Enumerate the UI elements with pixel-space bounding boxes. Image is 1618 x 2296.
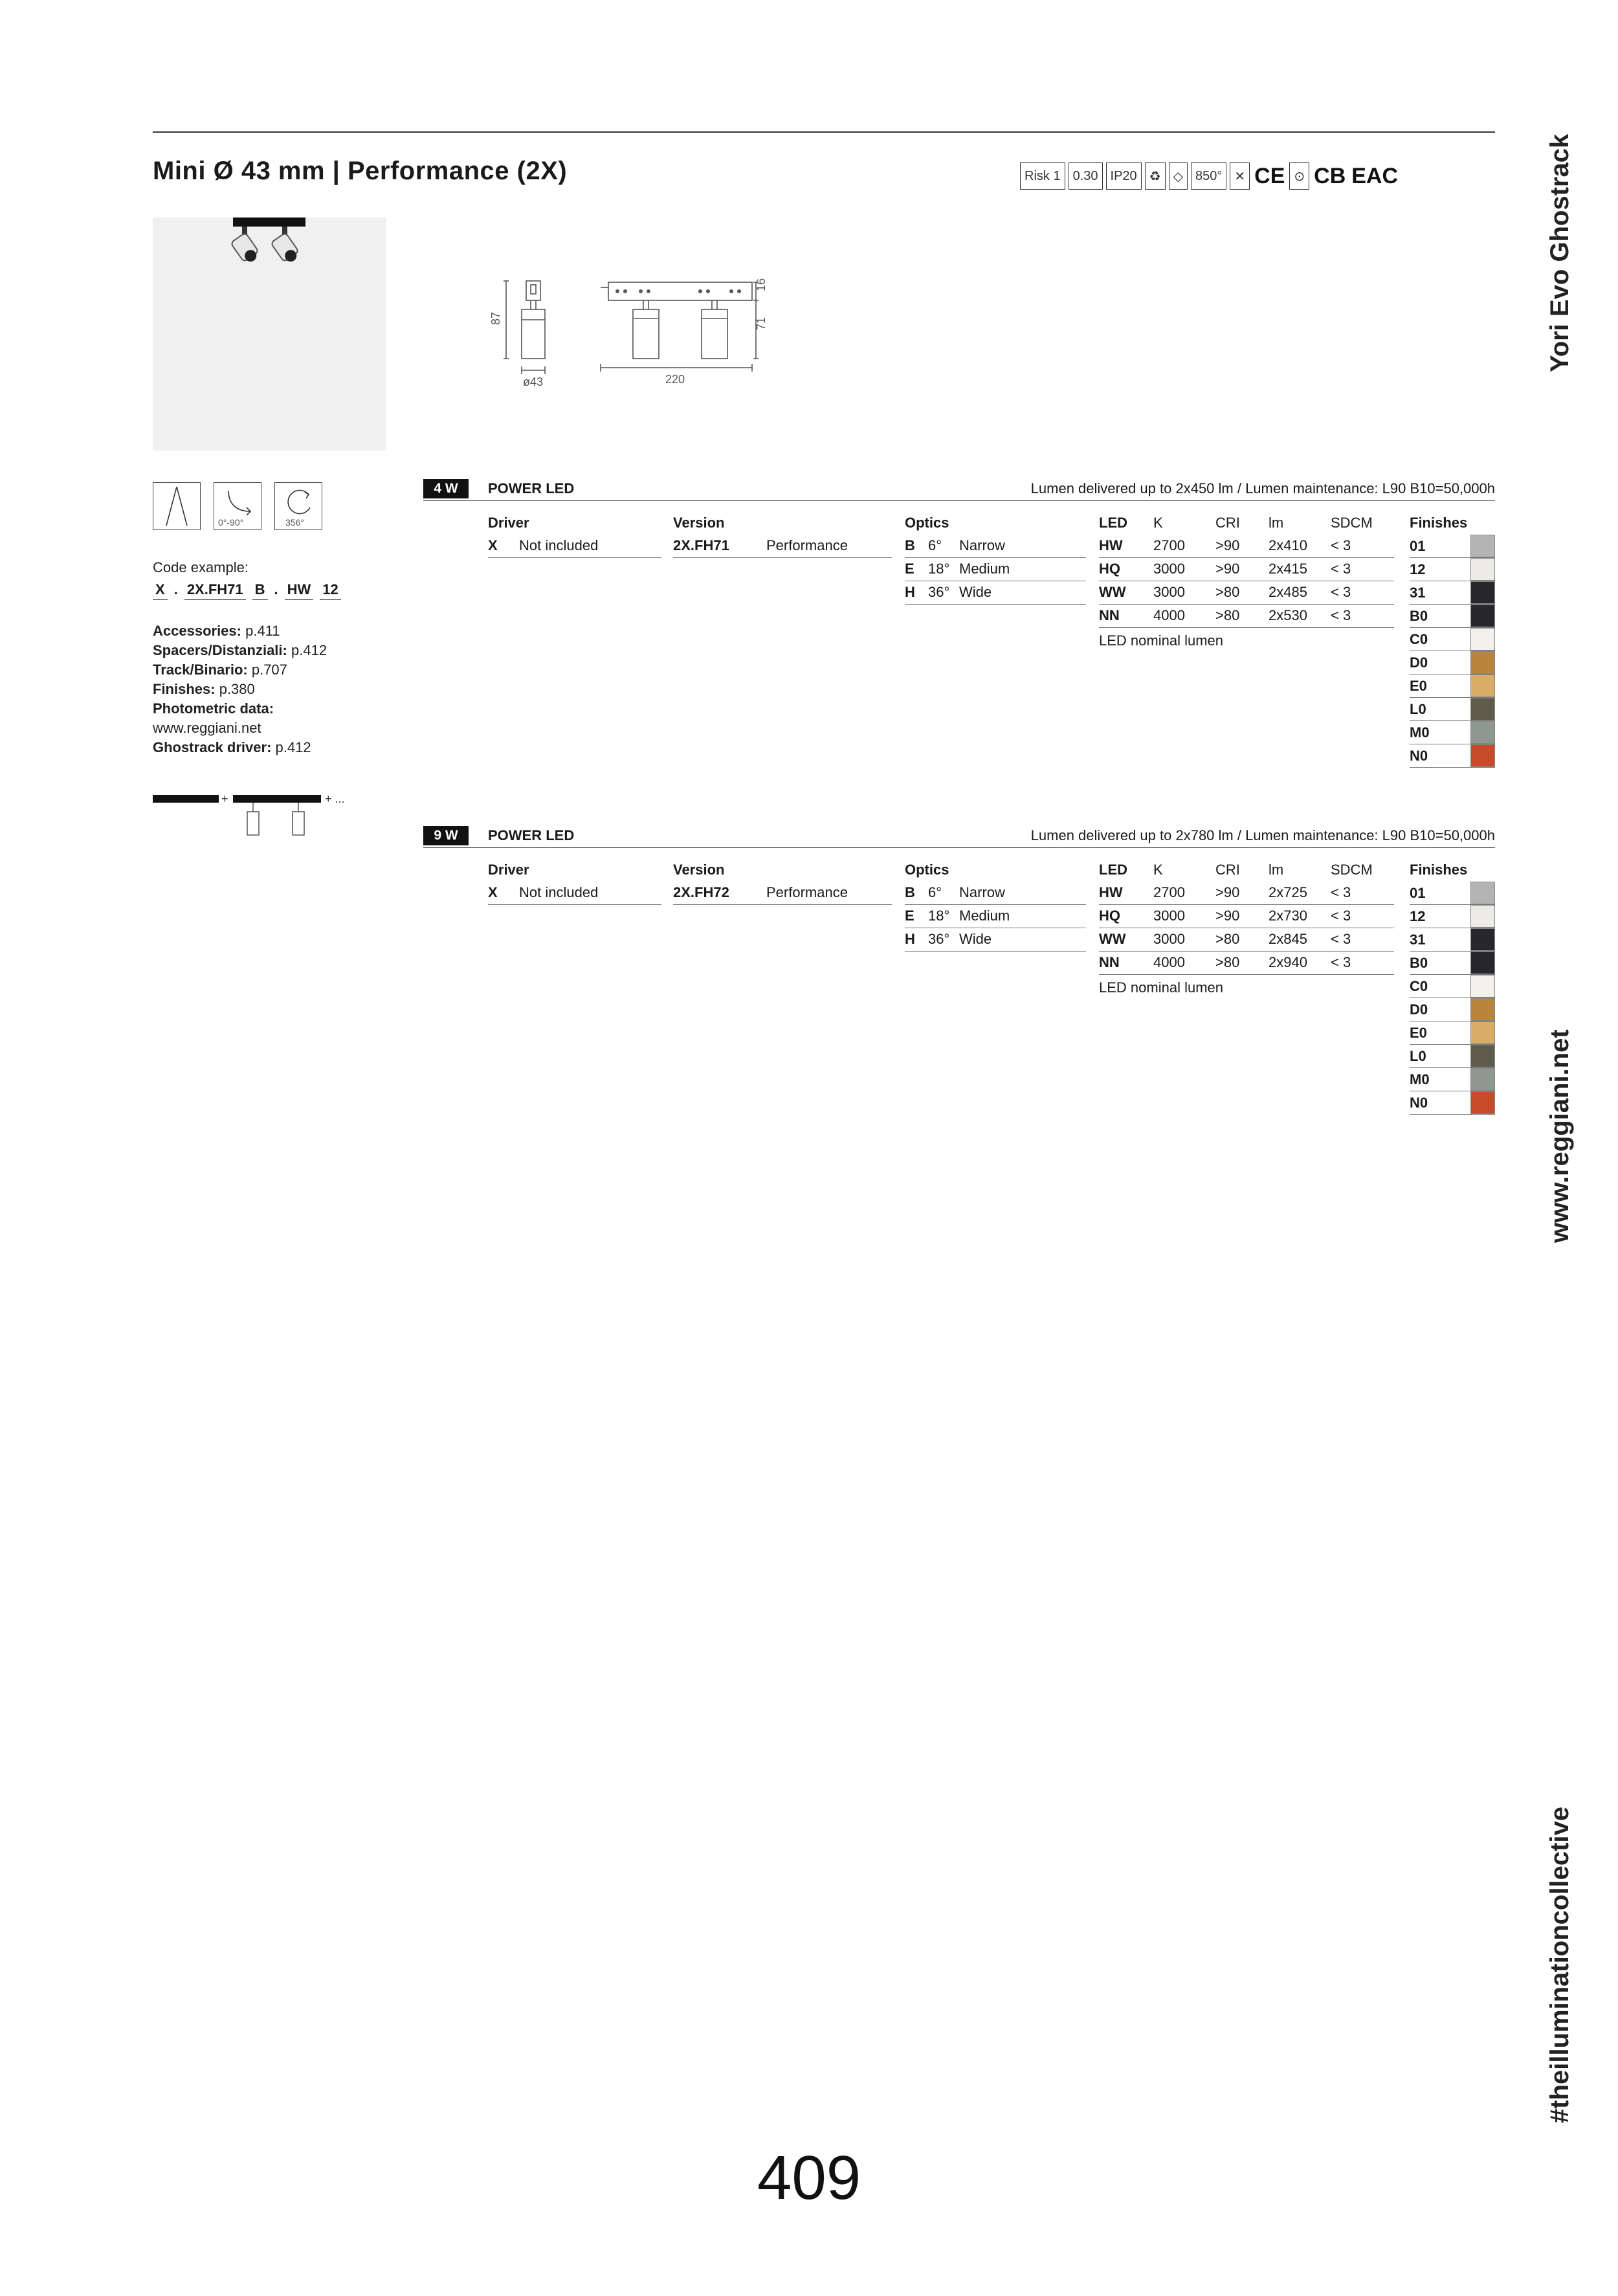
- led-row: [1099, 605, 1394, 628]
- led-sdcm: < 3: [1331, 561, 1351, 577]
- led-column: [1099, 511, 1394, 651]
- drawing-length-label: 220: [665, 373, 685, 386]
- led-cri: >80: [1215, 607, 1240, 623]
- finish-swatch: [1470, 558, 1495, 581]
- power-tag: 9 W: [423, 826, 469, 845]
- eac-mark-icon: EAC: [1351, 163, 1399, 188]
- optics-angle: 36°: [928, 931, 950, 947]
- finish-code: C0: [1410, 978, 1428, 994]
- led-lm: 2x730: [1269, 908, 1307, 924]
- led-nominal-note: LED nominal lumen: [1099, 979, 1223, 996]
- finish-code: N0: [1410, 748, 1428, 764]
- reference-website-link[interactable]: www.reggiani.net: [153, 720, 261, 736]
- finish-row: [1410, 882, 1495, 905]
- optics-header: Optics: [905, 515, 949, 531]
- finish-swatch: [1470, 1045, 1495, 1067]
- section-header: [423, 479, 1495, 501]
- finish-row: [1410, 1091, 1495, 1115]
- reference-list: [153, 621, 327, 757]
- optics-code: E: [905, 561, 914, 577]
- finish-code: B0: [1410, 608, 1428, 624]
- certification-seal-icon: ⊙: [1289, 162, 1309, 190]
- drawing-track-height-label: 16: [755, 278, 768, 291]
- rotation-label: 356°: [285, 517, 304, 528]
- cri-header: CRI: [1215, 515, 1240, 531]
- led-k: 4000: [1153, 954, 1185, 970]
- product-photo: [153, 217, 386, 451]
- led-row: [1099, 535, 1394, 558]
- led-cri: >90: [1215, 908, 1240, 924]
- finish-row: [1410, 952, 1495, 975]
- finish-swatch: [1470, 744, 1495, 767]
- finish-code: E0: [1410, 1025, 1427, 1041]
- led-cri: >80: [1215, 584, 1240, 600]
- led-cri: >90: [1215, 884, 1240, 900]
- optics-angle: 18°: [928, 908, 950, 924]
- finish-code: 01: [1410, 885, 1426, 901]
- finish-code: 31: [1410, 585, 1426, 601]
- reference-finishes-page: p.380: [219, 681, 255, 697]
- version-label: Performance: [766, 537, 848, 553]
- finish-swatch: [1470, 952, 1495, 974]
- finishes-column: [1410, 511, 1495, 768]
- led-lm: 2x845: [1269, 931, 1307, 947]
- finish-list: [1410, 882, 1495, 1115]
- driver-header: Driver: [488, 862, 529, 878]
- version-column: [673, 511, 892, 558]
- led-header: LED: [1099, 862, 1127, 878]
- driver-column: [488, 858, 661, 905]
- certification-badges: [1020, 162, 1399, 190]
- code-example-label: Code example:: [153, 559, 249, 575]
- optics-row: [905, 581, 1086, 605]
- led-row: [1099, 905, 1394, 928]
- optics-column: [905, 858, 1086, 952]
- code-separator: .: [173, 581, 178, 597]
- finish-row: [1410, 1045, 1495, 1068]
- drawing-height-label: 87: [489, 311, 502, 325]
- weight-badge: 0.30: [1069, 162, 1103, 190]
- finish-row: [1410, 698, 1495, 721]
- led-lm: 2x725: [1269, 884, 1307, 900]
- top-rule: [153, 131, 1495, 133]
- reference-accessories-label: Accessories:: [153, 623, 241, 639]
- optics-row: [905, 905, 1086, 928]
- led-k: 4000: [1153, 607, 1185, 623]
- optics-label: Wide: [959, 931, 992, 947]
- power-tag: 4 W: [423, 479, 469, 498]
- beam-icon: [153, 482, 201, 530]
- no-covering-icon: ✕: [1230, 162, 1250, 190]
- finish-code: M0: [1410, 1071, 1430, 1087]
- code-example: [153, 581, 341, 600]
- led-sdcm: < 3: [1331, 607, 1351, 623]
- reference-driver-label: Ghostrack driver:: [153, 739, 272, 755]
- finish-code: 12: [1410, 561, 1426, 577]
- led-code: HW: [1099, 884, 1123, 900]
- driver-row: [488, 535, 661, 558]
- finish-code: B0: [1410, 955, 1428, 971]
- optics-row: [905, 882, 1086, 905]
- finish-swatch: [1470, 698, 1495, 720]
- lm-header: lm: [1269, 862, 1284, 878]
- side-website-label: www.reggiani.net: [1546, 1029, 1574, 1243]
- optics-label: Narrow: [959, 537, 1005, 553]
- page-title: Mini Ø 43 mm | Performance (2X): [153, 157, 568, 185]
- glow-wire-badge: 850°: [1191, 162, 1226, 190]
- led-row: [1099, 558, 1394, 581]
- reference-spacers-label: Spacers/Distanziali:: [153, 642, 287, 658]
- finish-row: [1410, 535, 1495, 558]
- k-header: K: [1153, 515, 1163, 531]
- class-three-icon: ◇: [1169, 162, 1188, 190]
- section-header: [423, 826, 1495, 848]
- track-plus-label: +: [221, 792, 228, 805]
- finish-code: E0: [1410, 678, 1427, 694]
- tilt-icon: [214, 482, 261, 530]
- led-nominal-note: LED nominal lumen: [1099, 632, 1223, 649]
- driver-label: Not included: [519, 884, 599, 900]
- led-row: [1099, 581, 1394, 605]
- optics-row: [905, 928, 1086, 952]
- finish-swatch: [1470, 905, 1495, 928]
- power-section-9w: [423, 826, 1495, 1111]
- led-header-row: [1099, 511, 1394, 535]
- sdcm-header: SDCM: [1331, 515, 1373, 531]
- k-header: K: [1153, 862, 1163, 878]
- led-column: [1099, 858, 1394, 998]
- driver-label: Not included: [519, 537, 599, 553]
- led-sdcm: < 3: [1331, 908, 1351, 924]
- finish-code: 01: [1410, 538, 1426, 554]
- version-header: Version: [673, 515, 725, 531]
- driver-column: [488, 511, 661, 558]
- finishes-header: Finishes: [1410, 862, 1468, 878]
- led-code: NN: [1099, 607, 1120, 623]
- optics-code: H: [905, 584, 915, 600]
- finish-swatch: [1470, 1068, 1495, 1091]
- finish-code: 31: [1410, 931, 1426, 948]
- led-header: LED: [1099, 515, 1127, 531]
- finish-row: [1410, 905, 1495, 928]
- code-version-segment: 2X.FH71: [184, 581, 246, 600]
- finish-row: [1410, 581, 1495, 605]
- led-sdcm: < 3: [1331, 931, 1351, 947]
- finish-code: D0: [1410, 1001, 1428, 1018]
- finish-swatch: [1470, 605, 1495, 627]
- led-row: [1099, 952, 1394, 975]
- finish-row: [1410, 605, 1495, 628]
- lumen-note: Lumen delivered up to 2x450 lm / Lumen maintenance: L90 B10=50,000h: [1030, 480, 1495, 496]
- led-code: HW: [1099, 537, 1123, 553]
- led-code: HQ: [1099, 561, 1120, 577]
- led-row: [1099, 882, 1394, 905]
- finish-row: [1410, 928, 1495, 952]
- led-sdcm: < 3: [1331, 884, 1351, 900]
- optics-angle: 18°: [928, 561, 950, 577]
- reference-finishes-label: Finishes:: [153, 681, 216, 697]
- side-hashtag-label: #theilluminationcollective: [1546, 1806, 1574, 2123]
- driver-code: X: [488, 537, 498, 553]
- led-sdcm: < 3: [1331, 537, 1351, 553]
- finish-row: [1410, 628, 1495, 651]
- led-lm: 2x485: [1269, 584, 1307, 600]
- finish-swatch: [1470, 882, 1495, 904]
- finish-swatch: [1470, 1091, 1495, 1114]
- led-code: HQ: [1099, 908, 1120, 924]
- finishes-column: [1410, 858, 1495, 1115]
- finish-swatch: [1470, 628, 1495, 651]
- led-lm: 2x415: [1269, 561, 1307, 577]
- led-code: WW: [1099, 584, 1126, 600]
- led-k: 3000: [1153, 561, 1185, 577]
- optics-angle: 6°: [928, 537, 942, 553]
- finish-swatch: [1470, 674, 1495, 697]
- optics-code: B: [905, 537, 915, 553]
- finish-swatch: [1470, 535, 1495, 557]
- optics-code: B: [905, 884, 915, 900]
- led-lm: 2x410: [1269, 537, 1307, 553]
- led-cri: >90: [1215, 537, 1240, 553]
- optics-column: [905, 511, 1086, 605]
- rotation-icon: [274, 482, 322, 530]
- finishes-header: Finishes: [1410, 515, 1468, 531]
- finish-code: D0: [1410, 654, 1428, 671]
- ce-mark-icon: CE: [1254, 163, 1285, 188]
- version-row: [673, 535, 892, 558]
- reference-track-page: p.707: [251, 662, 287, 678]
- finish-row: [1410, 975, 1495, 998]
- led-code: WW: [1099, 931, 1126, 947]
- finish-swatch: [1470, 1021, 1495, 1044]
- code-finish-segment: 12: [320, 581, 340, 600]
- finish-swatch: [1470, 998, 1495, 1021]
- track-configuration-symbol: [153, 790, 366, 854]
- lumen-note: Lumen delivered up to 2x780 lm / Lumen maintenance: L90 B10=50,000h: [1030, 827, 1495, 843]
- finish-code: L0: [1410, 1048, 1426, 1064]
- led-k: 3000: [1153, 584, 1185, 600]
- driver-code: X: [488, 884, 498, 900]
- optics-label: Wide: [959, 584, 992, 600]
- led-sdcm: < 3: [1331, 954, 1351, 970]
- version-column: [673, 858, 892, 905]
- finish-code: M0: [1410, 724, 1430, 741]
- lm-header: lm: [1269, 515, 1284, 531]
- finish-swatch: [1470, 721, 1495, 744]
- version-header: Version: [673, 862, 725, 878]
- driver-header: Driver: [488, 515, 529, 531]
- led-lm: 2x530: [1269, 607, 1307, 623]
- led-row: [1099, 928, 1394, 952]
- optics-header: Optics: [905, 862, 949, 878]
- code-separator: .: [274, 581, 278, 597]
- led-type-label: POWER LED: [488, 480, 575, 496]
- driver-row: [488, 882, 661, 905]
- finish-row: [1410, 1021, 1495, 1045]
- optics-angle: 36°: [928, 584, 950, 600]
- reference-accessories-page: p.411: [245, 623, 280, 639]
- sdcm-header: SDCM: [1331, 862, 1373, 878]
- drawing-body-height-label: 71: [755, 317, 768, 330]
- version-row: [673, 882, 892, 905]
- led-cri: >80: [1215, 931, 1240, 947]
- finish-swatch: [1470, 581, 1495, 604]
- side-family-label: Yori Evo Ghostrack: [1546, 133, 1574, 372]
- risk-badge: Risk 1: [1020, 162, 1065, 190]
- finish-row: [1410, 674, 1495, 698]
- finish-row: [1410, 651, 1495, 674]
- finish-row: [1410, 744, 1495, 768]
- optics-row: [905, 535, 1086, 558]
- finish-code: N0: [1410, 1095, 1428, 1111]
- finish-row: [1410, 1068, 1495, 1091]
- led-sdcm: < 3: [1331, 584, 1351, 600]
- led-code: NN: [1099, 954, 1120, 970]
- finish-row: [1410, 998, 1495, 1021]
- ip-rating-badge: IP20: [1106, 162, 1142, 190]
- optics-row: [905, 558, 1086, 581]
- led-k: 2700: [1153, 537, 1185, 553]
- optics-label: Medium: [959, 908, 1010, 924]
- finish-list: [1410, 535, 1495, 768]
- led-header-row: [1099, 858, 1394, 882]
- technical-drawing: [479, 272, 815, 395]
- led-lm: 2x940: [1269, 954, 1307, 970]
- led-k: 3000: [1153, 908, 1185, 924]
- led-type-label: POWER LED: [488, 827, 575, 843]
- optics-code: H: [905, 931, 915, 947]
- reference-photometric-label: Photometric data:: [153, 700, 274, 717]
- optics-label: Medium: [959, 561, 1010, 577]
- finish-code: L0: [1410, 701, 1426, 717]
- cri-header: CRI: [1215, 862, 1240, 878]
- finish-code: 12: [1410, 908, 1426, 924]
- optics-code: E: [905, 908, 914, 924]
- power-section-4w: [423, 479, 1495, 764]
- led-cri: >90: [1215, 561, 1240, 577]
- version-label: Performance: [766, 884, 848, 900]
- reference-track-label: Track/Binario:: [153, 662, 248, 678]
- led-k: 3000: [1153, 931, 1185, 947]
- finish-swatch: [1470, 651, 1495, 674]
- code-optics-segment: B: [252, 581, 268, 600]
- version-code: 2X.FH72: [673, 884, 729, 900]
- finish-code: C0: [1410, 631, 1428, 647]
- code-led-segment: HW: [285, 581, 314, 600]
- finish-swatch: [1470, 928, 1495, 951]
- led-cri: >80: [1215, 954, 1240, 970]
- optics-angle: 6°: [928, 884, 942, 900]
- finish-row: [1410, 721, 1495, 744]
- recycle-icon: ♻: [1145, 162, 1166, 190]
- reference-driver-page: p.412: [275, 739, 311, 755]
- page-number: 409: [757, 2143, 861, 2212]
- tilt-label: 0°-90°: [218, 517, 244, 528]
- finish-row: [1410, 558, 1495, 581]
- version-code: 2X.FH71: [673, 537, 729, 553]
- finish-swatch: [1470, 975, 1495, 998]
- code-driver-segment: X: [153, 581, 168, 600]
- reference-spacers-page: p.412: [291, 642, 327, 658]
- track-more-label: + ...: [325, 792, 345, 805]
- optics-label: Narrow: [959, 884, 1005, 900]
- cb-mark-icon: CB: [1314, 163, 1346, 188]
- drawing-diameter-label: ø43: [523, 375, 544, 388]
- led-k: 2700: [1153, 884, 1185, 900]
